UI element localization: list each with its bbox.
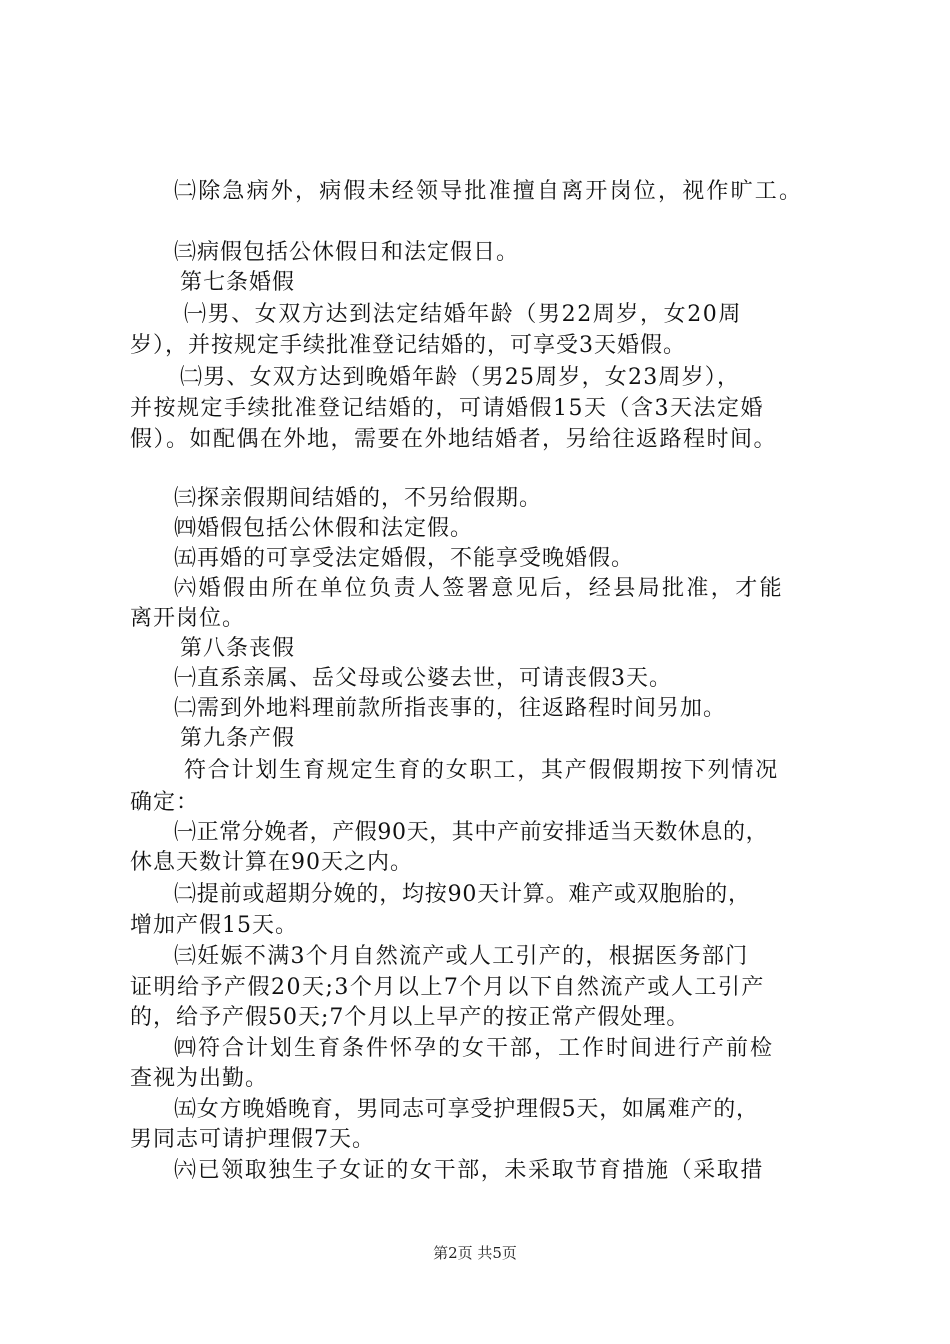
text-line: ㈠男、女双方达到法定结婚年龄（男22周岁，女20周 [184,302,742,327]
text-line: ㈥婚假由所在单位负责人签署意见后，经县局批准，才能 [174,576,785,601]
text-line: ㈡提前或超期分娩的，均按90天计算。难产或双胞胎的， [174,882,751,907]
text-line: 休息天数计算在90天之内。 [130,850,413,875]
text-line: 岁），并按规定手续批准登记结婚的，可享受3天婚假。 [130,333,686,358]
text-line: ㈣婚假包括公休假和法定假。 [174,516,474,541]
text-line: 确定： [130,790,200,815]
text-line: 假）。如配偶在外地，需要在外地结婚者，另给往返路程时间。 [130,427,778,452]
text-line: 增加产假15天。 [130,913,298,938]
text-line: 男同志可请护理假7天。 [130,1127,375,1152]
text-line: 的，给予产假50天;7个月以上早产的按正常产假处理。 [130,1005,690,1030]
text-line: ㈠正常分娩者，产假90天，其中产前安排适当天数休息的， [174,820,769,845]
text-line: 离开岗位。 [130,606,246,631]
page-number-footer: 第2页 共5页 [433,1244,517,1262]
text-line: ㈢妊娠不满3个月自然流产或人工引产的，根据医务部门 [174,944,749,969]
text-line: 符合计划生育规定生育的女职工，其产假假期按下列情况 [184,758,780,783]
section-heading: 第八条丧假 [180,636,296,661]
text-line: ㈠直系亲属、岳父母或公婆去世，可请丧假3天。 [174,666,672,691]
text-line: 证明给予产假20天;3个月以上7个月以下自然流产或人工引产 [130,975,765,1000]
section-heading: 第七条婚假 [180,270,296,295]
text-line: ㈡男、女双方达到晚婚年龄（男25周岁，女23周岁）， [180,365,741,390]
text-line: ㈡需到外地料理前款所指丧事的，往返路程时间另加。 [174,696,727,721]
text-line: ㈢探亲假期间结婚的，不另给假期。 [174,486,543,511]
text-line: ㈤再婚的可享受法定婚假，不能享受晚婚假。 [174,546,635,571]
section-heading: 第九条产假 [180,726,296,751]
text-line: ㈡除急病外，病假未经领导批准擅自离开岗位，视作旷工。 [174,179,804,204]
text-line: ㈥已领取独生子女证的女干部，未采取节育措施（采取措 [174,1158,765,1183]
text-line: ㈢病假包括公休假日和法定假日。 [174,240,520,265]
text-line: 并按规定手续批准登记结婚的，可请婚假15天（含3天法定婚 [130,396,764,421]
text-line: 查视为出勤。 [130,1066,269,1091]
text-line: ㈣符合计划生育条件怀孕的女干部，工作时间进行产前检 [174,1036,775,1061]
text-line: ㈤女方晚婚晚育，男同志可享受护理假5天，如属难产的， [174,1097,759,1122]
